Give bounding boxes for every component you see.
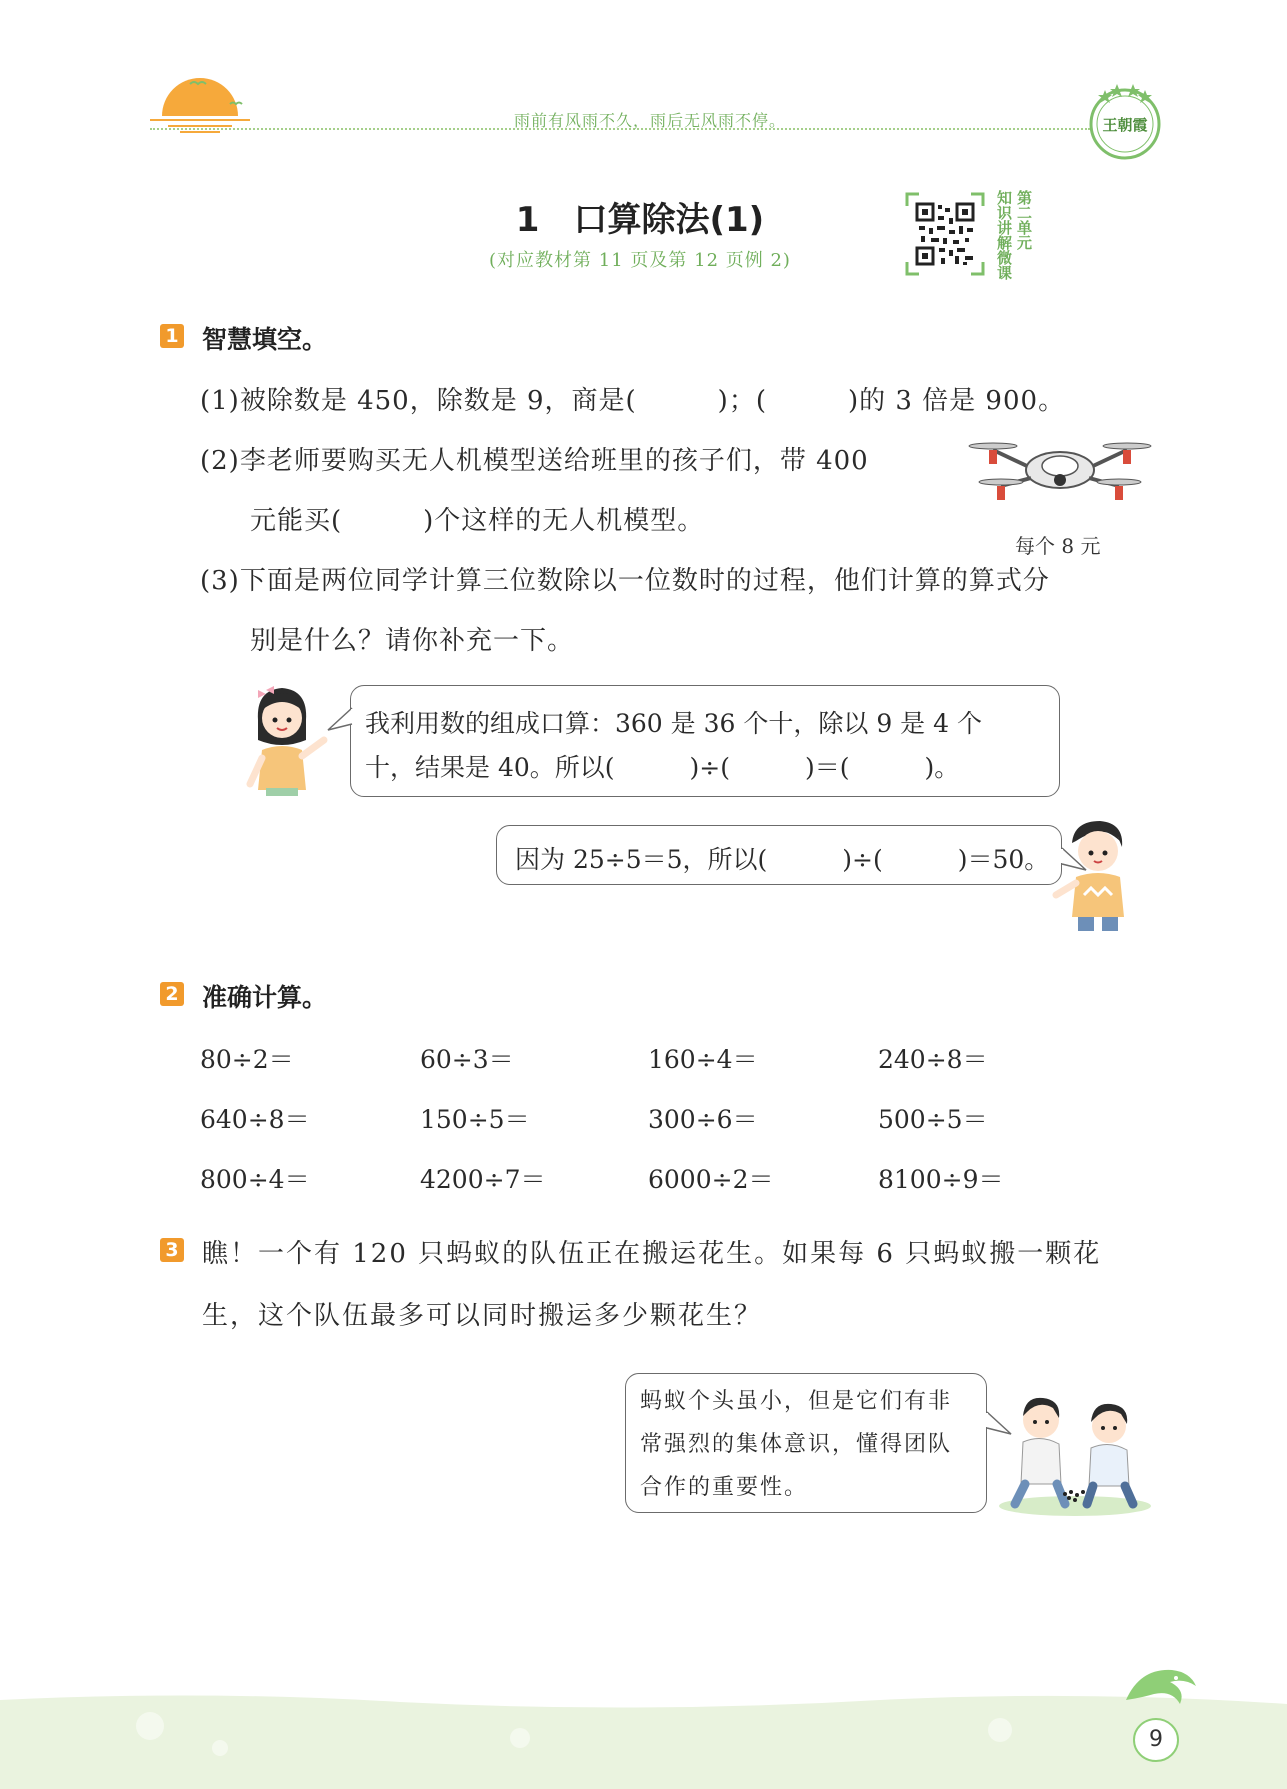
calc-item: 300÷6＝: [648, 1105, 758, 1134]
drone-price-caption: 每个 8 元: [1015, 534, 1101, 558]
calc-item: 80÷2＝: [200, 1045, 294, 1074]
question-1-2-line2: 元能买( )个这样的无人机模型。: [250, 506, 705, 536]
calc-item: 500÷5＝: [878, 1105, 988, 1134]
girl-bubble-line2: 十，结果是 40。所以( )÷( )＝( )。: [365, 753, 960, 782]
qr-code-block[interactable]: [905, 192, 1035, 282]
question-1-3-line2: 别是什么？请你补充一下。: [250, 626, 575, 656]
calc-item: 160÷4＝: [648, 1045, 758, 1074]
page-subtitle: (对应教材第 11 页及第 12 页例 2): [489, 250, 791, 271]
ant-bubble-line2: 常强烈的集体意识，懂得团队: [640, 1432, 953, 1457]
qr-code-icon[interactable]: [905, 192, 985, 276]
ant-bubble-line1: 蚂蚁个头虽小，但是它们有非: [640, 1389, 953, 1414]
calc-item: 8100÷9＝: [878, 1165, 1004, 1194]
girl-bubble-tail: [326, 706, 354, 736]
question-1-1: (1)被除数是 450，除数是 9，商是( )；( )的 3 倍是 900。: [200, 386, 1066, 416]
brand-logo: [1085, 76, 1165, 166]
section-2-heading: 准确计算。: [202, 983, 328, 1012]
section-1-heading: 智慧填空。: [202, 325, 328, 354]
calc-item: 4200÷7＝: [420, 1165, 546, 1194]
boy-bubble-text: 因为 25÷5＝5，所以( )÷( )＝50。: [515, 845, 1050, 874]
question-1-2-line1: (2)李老师要购买无人机模型送给班里的孩子们，带 400: [200, 446, 869, 476]
header-motto: 雨前有风雨不久，雨后无风雨不停。: [513, 111, 786, 130]
question-1-3-line1: (3)下面是两位同学计算三位数除以一位数时的过程，他们计算的算式分: [200, 566, 1050, 596]
calc-item: 6000÷2＝: [648, 1165, 774, 1194]
girl-bubble-line1: 我利用数的组成口算：360 是 36 个十，除以 9 是 4 个: [365, 709, 982, 738]
calc-item: 240÷8＝: [878, 1045, 988, 1074]
girl-character-illustration: [240, 680, 340, 800]
ant-speech-bubble: [625, 1373, 987, 1513]
qr-label-micro-lesson: 知识讲解微课: [995, 190, 1013, 280]
section-number-1: 1: [160, 324, 184, 348]
page-title: 1 口算除法(1): [515, 200, 765, 240]
footer-decoration: [0, 1690, 1287, 1789]
calc-item: 800÷4＝: [200, 1165, 310, 1194]
logo-text: 王朝霞: [1102, 116, 1148, 134]
boy-speech-bubble: [496, 825, 1062, 885]
calc-item: 640÷8＝: [200, 1105, 310, 1134]
question-3-line1: 瞧！一个有 120 只蚂蚁的队伍正在搬运花生。如果每 6 只蚂蚁搬一颗花: [202, 1239, 1102, 1269]
calc-item: 150÷5＝: [420, 1105, 530, 1134]
kids-watching-ants-illustration: [995, 1388, 1157, 1518]
section-number-2: 2: [160, 982, 184, 1006]
calc-item: 60÷3＝: [420, 1045, 514, 1074]
question-3-line2: 生，这个队伍最多可以同时搬运多少颗花生？: [202, 1301, 763, 1331]
boy-character-illustration: [1050, 815, 1140, 935]
drone-model-icon: [965, 428, 1155, 508]
page-number: 9: [1149, 1727, 1163, 1752]
girl-speech-bubble: [350, 685, 1060, 797]
qr-label-unit: 第二单元: [1015, 190, 1033, 250]
section-number-3: 3: [160, 1238, 184, 1262]
ant-bubble-line3: 合作的重要性。: [640, 1475, 809, 1500]
